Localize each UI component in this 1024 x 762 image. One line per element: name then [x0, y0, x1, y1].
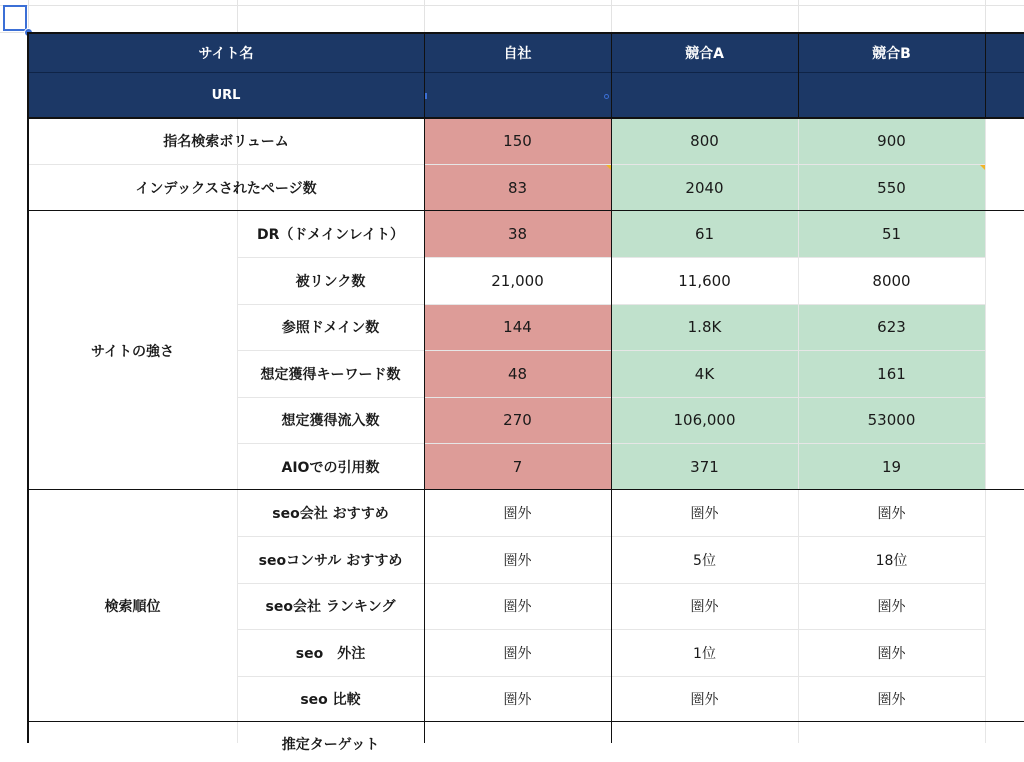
cell-a-indexed-pages[interactable]: 2040: [611, 164, 798, 211]
url-own[interactable]: [424, 72, 611, 118]
label-kw2[interactable]: seoコンサル おすすめ: [258, 552, 403, 569]
header-site-name[interactable]: サイト名: [28, 33, 424, 72]
cell-a-kw4[interactable]: 1位: [693, 645, 716, 662]
cell-a-kw5[interactable]: 圏外: [690, 692, 719, 708]
label-brand-search[interactable]: 指名検索ボリューム: [163, 134, 289, 150]
cell-b-kw2[interactable]: 18位: [875, 552, 908, 569]
cell-b-kw3[interactable]: 圏外: [877, 599, 906, 615]
cell-own-kw5[interactable]: 圏外: [503, 692, 532, 708]
label-backlinks[interactable]: 被リンク数: [295, 273, 366, 290]
header-bottom-border: [28, 117, 1024, 119]
cell-own-indexed-pages[interactable]: 83: [424, 164, 611, 211]
label-next-row[interactable]: 推定ターゲット: [281, 737, 380, 753]
cell-own-brand-search[interactable]: 150: [424, 118, 611, 164]
url-competitor-a[interactable]: [611, 72, 798, 118]
cell-a-aio[interactable]: 371: [611, 443, 798, 490]
row-divider: [28, 164, 985, 165]
cell-a-ref-domains[interactable]: 1.8K: [611, 304, 798, 350]
label-kw4[interactable]: seo 外注: [295, 645, 366, 662]
label-dr[interactable]: DR（ドメインレイト）: [257, 227, 404, 243]
header-competitor-a[interactable]: 競合A: [611, 33, 798, 72]
column-divider: [985, 118, 986, 743]
cell-b-ref-domains[interactable]: 623: [798, 304, 985, 350]
cell-own-ref-domains[interactable]: 144: [424, 304, 611, 350]
cell-a-kw1[interactable]: 圏外: [690, 506, 719, 522]
cell-a-est-traffic[interactable]: 106,000: [611, 397, 798, 443]
cell-own-kw4[interactable]: 圏外: [503, 645, 532, 662]
column-divider: [798, 118, 799, 743]
header-extra[interactable]: [985, 33, 1024, 72]
label-est-traffic[interactable]: 想定獲得流入数: [281, 413, 380, 429]
group-site-strength[interactable]: サイトの強さ: [90, 343, 175, 360]
group-search-ranking[interactable]: 検索順位: [104, 599, 161, 615]
cell-own-kw3[interactable]: 圏外: [503, 599, 532, 615]
table-left-border: [27, 32, 29, 743]
col-border-own: [424, 33, 425, 743]
col-border-a: [611, 33, 612, 743]
table-top-border: [28, 32, 1024, 34]
cell-own-est-traffic[interactable]: 270: [424, 397, 611, 443]
cell-b-kw4[interactable]: 圏外: [877, 645, 906, 662]
group-border-next-top: [28, 721, 1024, 722]
label-aio[interactable]: AIOでの引用数: [281, 459, 380, 476]
cell-b-est-keywords[interactable]: 161: [798, 350, 985, 397]
cell-a-kw2[interactable]: 5位: [693, 552, 716, 569]
cell-b-indexed-pages[interactable]: 550: [798, 164, 985, 211]
label-kw5[interactable]: seo 比較: [300, 692, 361, 708]
cell-b-kw1[interactable]: 圏外: [877, 506, 906, 522]
cell-b-brand-search[interactable]: 900: [798, 118, 985, 164]
label-kw3[interactable]: seo会社 ランキング: [265, 599, 396, 615]
label-kw1[interactable]: seo会社 おすすめ: [272, 506, 389, 522]
label-est-keywords[interactable]: 想定獲得キーワード数: [260, 366, 401, 383]
group-border-strength-top: [28, 210, 1024, 211]
cell-a-kw3[interactable]: 圏外: [690, 599, 719, 615]
selected-cell[interactable]: [3, 5, 27, 31]
header-own[interactable]: 自社: [424, 33, 611, 72]
cell-own-aio[interactable]: 7: [424, 443, 611, 490]
cell-b-aio[interactable]: 19: [798, 443, 985, 490]
url-extra[interactable]: [985, 72, 1024, 118]
link-marker: [425, 93, 427, 99]
group-border-ranking-top: [28, 489, 1024, 490]
cell-own-est-keywords[interactable]: 48: [424, 350, 611, 397]
cell-a-brand-search[interactable]: 800: [611, 118, 798, 164]
column-divider: [237, 211, 238, 743]
cell-b-est-traffic[interactable]: 53000: [798, 397, 985, 443]
header-divider: [28, 72, 1024, 73]
cell-b-kw5[interactable]: 圏外: [877, 692, 906, 708]
cell-b-backlinks[interactable]: 8000: [872, 271, 911, 290]
label-ref-domains[interactable]: 参照ドメイン数: [281, 320, 380, 336]
cell-a-est-keywords[interactable]: 4K: [611, 350, 798, 397]
header-url-label[interactable]: URL: [28, 72, 424, 118]
cell-own-dr[interactable]: 38: [424, 211, 611, 257]
url-competitor-b[interactable]: [798, 72, 985, 118]
cell-a-backlinks[interactable]: 11,600: [678, 271, 731, 290]
header-competitor-b[interactable]: 競合B: [798, 33, 985, 72]
cell-own-backlinks[interactable]: 21,000: [491, 271, 544, 290]
link-marker: [604, 94, 609, 99]
cell-a-dr[interactable]: 61: [611, 211, 798, 257]
col-border-b-header: [798, 33, 799, 118]
col-border-extra-header: [985, 33, 986, 118]
cell-b-dr[interactable]: 51: [798, 211, 985, 257]
cell-own-kw2[interactable]: 圏外: [503, 552, 532, 569]
cell-own-kw1[interactable]: 圏外: [503, 506, 532, 522]
label-indexed-pages[interactable]: インデックスされたページ数: [135, 180, 317, 197]
